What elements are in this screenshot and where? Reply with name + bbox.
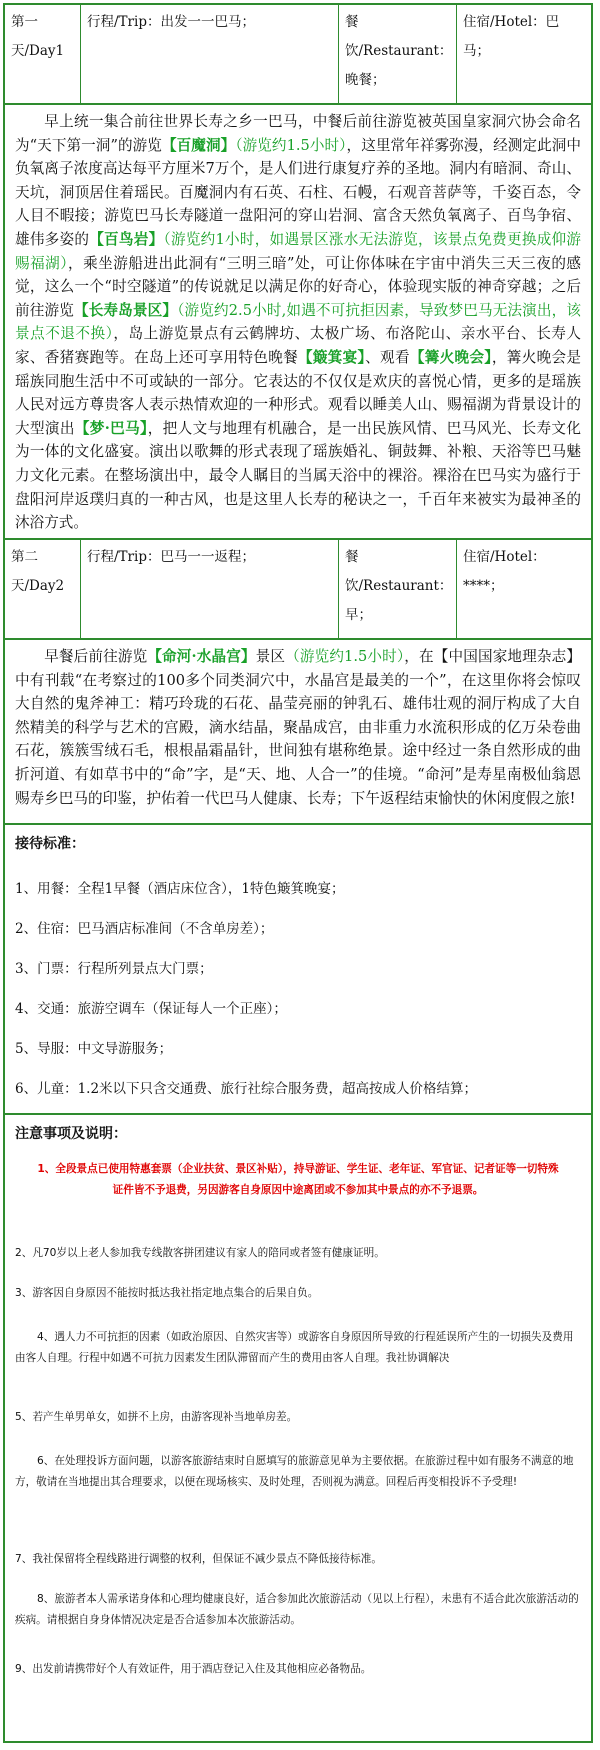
notes-section: [5, 1115, 591, 1741]
day2-meal-cell: 餐饮/Restaurant：早；: [339, 540, 457, 638]
standard-item-hotel: 2、住宿：巴马酒店标准间（不含单房差）；: [15, 921, 274, 937]
day1-text-3: ，乘坐游船进出此洞有“三明三暗”处，可让你体味在宇宙中消失三天三夜的感觉，这么一个“时空隧道”的传说就足以满足你的好奇心，体验现实版的神奇穿越；之后前往游览: [15, 254, 581, 319]
day2-text-3: ，在【中国国家地理杂志】中有刊载“在考察过的100多个同类洞穴中，水晶宫是最美的一个”，在这里你将会惊叹大自然的鬼斧神工：精巧玲珑的石花、晶莹亮丽的钟乳石、雄伟壮观的洞厅构成了大自然精美的科学与艺术的宫殿，滴水结晶，聚晶成宫，由非重力水流积形成的亿万朵卷曲石花，簇簇雪绒石毛，根根晶霜晶针，世间独有堪称绝景。途中经过一条自然形成的曲折河道、有如草书中的“命”字，是“天、地、人合一”的佳境。“命河”是寿星南极仙翁恩赐寿乡巴马的印鉴，护佑着一代巴马人健康、长寿；下午返程结束愉快的休闲度假之旅!: [15, 648, 581, 807]
day1-text-4: ，岛上游览景点有云鹤牌坊、太极广场、布洛陀山、亲水平台、长寿人家、香猪赛跑等。在岛上还可享用特色晚餐: [15, 325, 581, 366]
day2-description-row: [5, 640, 591, 825]
standards-title: 接待标准：: [15, 836, 85, 852]
day1-highlight-changshoudao: 【长寿岛景区】: [73, 301, 178, 319]
note-item-3: 3、游客因自身原因不能按时抵达我社指定地点集合的后果自负。: [15, 1287, 319, 1299]
day1-description: [5, 105, 591, 540]
note-item-7: 7、我社保留将全程线路进行调整的权利，但保证不减少景点不降低接待标准。: [15, 1553, 382, 1565]
day2-note-1: （游览约1.5小时）: [285, 648, 405, 665]
day1-trip-cell: 行程/Trip：出发一一巴马；: [81, 5, 339, 103]
day1-text-1: 早上统一集合前往世界长寿之乡一巴马，中餐后前往游览被英国皇家洞穴协会命名为“天下第一洞”的游览: [15, 113, 581, 154]
day2-text-2: 景区: [255, 648, 286, 665]
day2-hotel-cell: 住宿/Hotel：****；: [463, 549, 546, 594]
day1-highlight-baimodong: 【百魔洞】: [161, 136, 236, 154]
day1-highlight-gouhuo: 【篝火晚会】: [409, 348, 492, 366]
itinerary-page: [3, 3, 593, 1743]
day1-meal-cell: 餐饮/Restaurant：晚餐；: [339, 5, 457, 103]
day1-highlight-mengbama: 【梦·巴马】: [74, 419, 148, 437]
day1-day-cell: 第一天/Day1: [5, 5, 81, 103]
day2-trip-cell: 行程/Trip：巴马一一返程；: [81, 540, 339, 638]
standard-item-guide: 5、导服：中文导游服务；: [15, 1041, 173, 1057]
note-item-6: 6、在处理投诉方面问题，以游客旅游结束时自愿填写的旅游意见单为主要依据。在旅游过程中如有服务不满意的地方，敬请在当地提出其合理要求，以便在现场核实、及时处理，否则视为满意。回程后再变相投诉不予受理!: [15, 1455, 574, 1488]
note-item-5: 5、若产生单男单女，如拼不上房，由游客现补当地单房差。: [15, 1411, 298, 1423]
day2-description: [5, 640, 591, 815]
standard-item-tickets: 3、门票：行程所列景点大门票；: [15, 961, 213, 977]
standard-item-transport: 4、交通：旅游空调车（保证每人一个正座）；: [15, 1001, 287, 1017]
day1-note-2: （游览约1小时，如遇景区涨水无法游览，该景点免费更换成仰游赐福湖）: [15, 230, 581, 272]
note-item-1: 1、全段景点已使用特惠套票（企业扶贫、景区补贴），持导游证、学生证、老年证、军官证、记者证等一切特殊证件皆不予退费，另因游客自身原因中途离团或不参加其中景点的亦不予退票。: [37, 1163, 559, 1196]
day1-description-row: [5, 105, 591, 540]
notes-title: 注意事项及说明：: [15, 1126, 127, 1142]
day2-header-row: [5, 540, 591, 640]
day2-day-cell: 第二天/Day2: [5, 540, 81, 638]
standards-section: [5, 825, 591, 1115]
note-item-9: 9、出发前请携带好个人有效证件，用于酒店登记入住及其他相应必备物品。: [15, 1663, 372, 1675]
day1-text-5: 、观看: [365, 348, 410, 366]
note-item-2: 2、凡70岁以上老人参加我专线散客拼团建议有家人的陪同或者签有健康证明。: [15, 1247, 385, 1259]
day1-highlight-bojiyan: 【簸箕宴】: [297, 348, 366, 366]
day1-note-3: （游览约2.5小时,如遇不可抗拒因素，导致梦巴马无法演出，该景点不退不换）: [15, 301, 581, 343]
day1-text-7: ，把人文与地理有机融合，是一出民族风情、巴马风光、长寿文化为一体的文化盛宴。演出以歌舞的形式表现了瑶族婚礼、铜鼓舞、补粮、天浴等巴马魅力文化元素。在整场演出中，最令人瞩目的当属天浴中的裸浴。裸浴在巴马实为盛行于盘阳河岸返璞归真的一种古风，也是这里人长寿的秘诀之一，千百年来被实为最神圣的沐浴方式。: [15, 419, 581, 532]
day1-text-2: ，这里常年祥雾弥漫，经测定此洞中负氧离子浓度高达每平方厘米7万个，是人们进行康复疗养的圣地。洞内有暗洞、奇山、天坑，洞顶居住着瑶民。百魔洞内有石英、石柱、石幔，石观音菩萨等，千姿百态，令人目不暇接；游览巴马长寿隧道一盘阳河的穿山岩洞、富含天然负氧离子、百鸟争宿、雄伟多姿的: [15, 136, 581, 248]
day1-highlight-bainiaoyan: 【百鸟岩】: [89, 230, 164, 248]
day2-text-1: 早餐后前往游览: [44, 648, 148, 665]
day1-text-6: ，篝火晚会是瑶族同胞生活中不可或缺的一部分。它表达的不仅仅是欢庆的喜悦心情，更多的是瑶族人民对远方尊贵客人表示热情欢迎的一种形式。观看以睡美人山、赐福湖为背景设计的大型演出: [15, 348, 581, 437]
note-item-8: 8、旅游者本人需承诺身体和心理均健康良好，适合参加此次旅游活动（见以上行程），未患有不适合此次旅游活动的疾病。请根据自身身体情况决定是否合适参加本次旅游活动。: [15, 1593, 579, 1626]
day1-hotel-cell: 住宿/Hotel：巴马；: [463, 14, 560, 59]
day1-header-row: [5, 5, 591, 105]
day2-highlight-minghe: 【命河·水晶宫】: [147, 648, 256, 665]
standard-item-meal: 1、用餐：全程1早餐（酒店床位含），1特色簸箕晚宴；: [15, 881, 345, 897]
note-item-4: 4、遇人力不可抗拒的因素（如政治原因、自然灾害等）或游客自身原因所导致的行程延误所产生的一切损失及费用由客人自理。行程中如遇不可抗力因素发生团队滞留而产生的费用由客人自理。我社协调解决: [15, 1331, 574, 1364]
day1-note-1: （游览约1.5小时）: [235, 136, 347, 154]
standard-item-children: 6、儿童：1.2米以下只含交通费、旅行社综合服务费，超高按成人价格结算；: [15, 1081, 478, 1097]
